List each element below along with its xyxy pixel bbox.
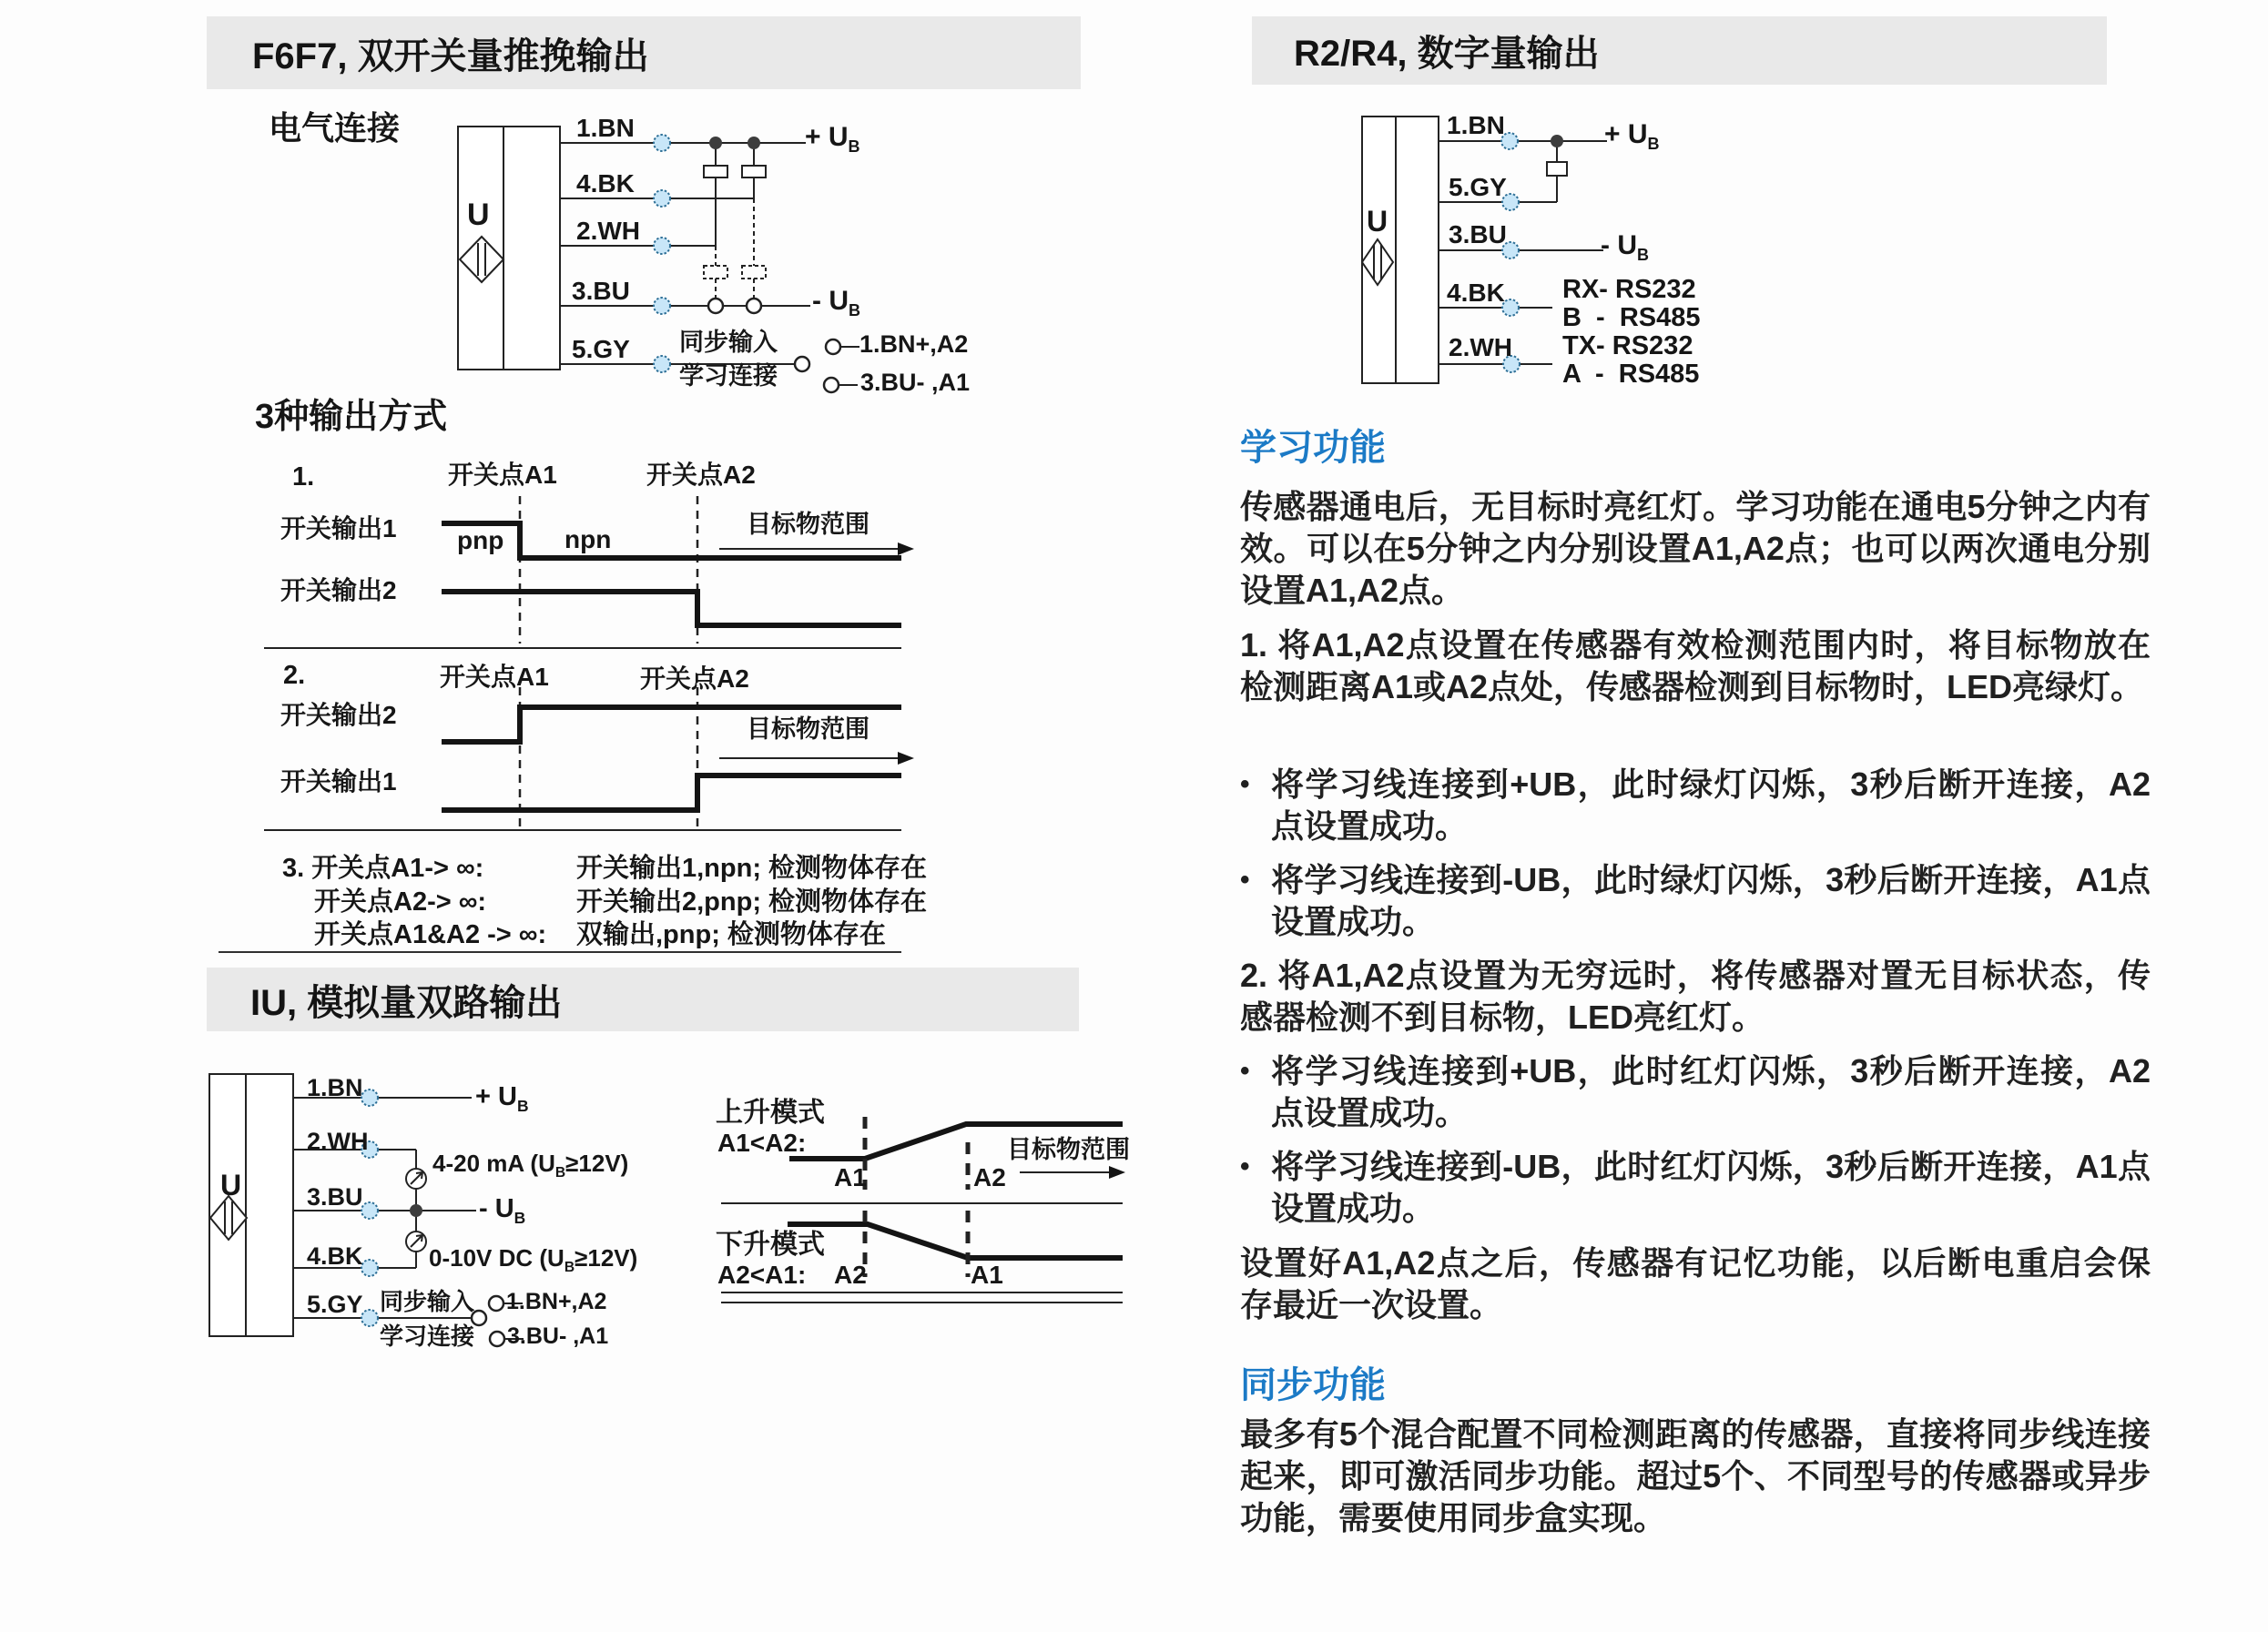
wire-label-4bk: 4.BK xyxy=(576,169,635,198)
stub-label-a2: 1.BN+,A2 xyxy=(859,330,969,358)
wire-label-4bk: 4.BK xyxy=(307,1242,363,1270)
learn-bullet-4 xyxy=(1240,1146,2151,1230)
wire-label-5gy: 5.GY xyxy=(572,335,630,363)
mode3-row1 xyxy=(282,847,927,885)
bullet-icon: • xyxy=(1240,769,1250,799)
learn-bullet-4-text: 将学习线连接到-UB，此时红灯闪烁，3秒后断开连接，A1点设置成功。 xyxy=(1271,1148,2151,1227)
sensor-symbol xyxy=(1362,117,1439,383)
section-header-f6f7-label: F6F7, 双开关量推挽输出 xyxy=(252,35,649,76)
section-header-r2r4-label: R2/R4, 数字量输出 xyxy=(1294,34,1600,74)
tx-rs232-label: TX- RS232 xyxy=(1562,331,1693,360)
sensor-symbol xyxy=(209,1074,293,1336)
sync-input-label: 同步输入 xyxy=(679,329,778,356)
b-rs485-label: B - RS485 xyxy=(1562,303,1701,332)
target-range-label-2: 目标物范围 xyxy=(747,715,870,743)
mode3-row2 xyxy=(314,881,927,918)
learn-bullet-3-text: 将学习线连接到+UB，此时红灯闪烁，3秒后断开连接，A2点设置成功。 xyxy=(1271,1052,2151,1131)
stub-label-a2: 1.BN+,A2 xyxy=(506,1289,607,1314)
learn-paragraph-1: 传感器通电后，无目标时亮红灯。学习功能在通电5分钟之内有效。可以在5分钟之内分别设置A1,A2点；也可以两次通电分别设置A1,A2点。 xyxy=(1240,488,2151,609)
mode3-row1-result: 开关输出1,npn; 检测物体存在 xyxy=(576,854,928,883)
sync-paragraph-1: 最多有5个混合配置不同检测距离的传感器，直接将同步线连接起来，即可激活同步功能。超过5个、不同型号的传感器或异步功能，需要使用同步盒实现。 xyxy=(1240,1415,2151,1536)
wire-label-3bu: 3.BU xyxy=(572,277,630,305)
a-rs485-label: A - RS485 xyxy=(1562,360,1700,389)
sensor-u-label: U xyxy=(1367,205,1388,238)
sync-function-heading: 同步功能 xyxy=(1240,1365,1386,1405)
diagram1-number: 1. xyxy=(292,462,315,492)
mode3-row3 xyxy=(314,914,886,951)
divider-line xyxy=(219,951,901,953)
learn-bullet-3 xyxy=(1240,1050,2151,1134)
output1-label: 开关输出1 xyxy=(280,514,397,542)
ub-plus-label: + $U_B$ xyxy=(475,1082,529,1115)
wire-label-5gy: 5.GY xyxy=(307,1291,363,1318)
target-range-label-1: 目标物范围 xyxy=(747,511,870,538)
npn-label: npn xyxy=(564,525,612,553)
wire-label-3bu: 3.BU xyxy=(307,1183,363,1211)
current-meter-icon xyxy=(406,1169,426,1189)
target-range-label-3: 目标物范围 xyxy=(1007,1136,1130,1163)
mode3-row1-cond: 3. 开关点A1-> ∞: xyxy=(282,854,484,883)
wire-label-1bn: 1.BN xyxy=(307,1074,363,1101)
falling-mode-label: 下升模式 xyxy=(716,1230,825,1260)
ub-minus-label: - $U_B$ xyxy=(479,1194,526,1227)
dashed-loads xyxy=(704,198,766,300)
section-header-iu-label: IU, 模拟量双路输出 xyxy=(250,982,563,1023)
learn-paragraph-3: 2. 将A1,A2点设置为无穷远时，将传感器对置无目标状态，传感器检测不到目标物，LED亮红灯。 xyxy=(1240,957,2151,1036)
mode3-row2-cond: 开关点A2-> ∞: xyxy=(314,887,487,917)
wire-label-4bk: 4.BK xyxy=(1447,279,1505,307)
wire-label-1bn: 1.BN xyxy=(1447,111,1505,139)
pnp-label: pnp xyxy=(457,526,504,554)
rx-rs232-label: RX- RS232 xyxy=(1562,275,1696,304)
sensor-u-label: U xyxy=(467,198,490,232)
bullet-icon: • xyxy=(1240,865,1250,895)
load-resistors xyxy=(704,166,766,177)
stub-label-a1: 3.BU- ,A1 xyxy=(507,1323,609,1349)
ub-plus-label: + $U_B$ xyxy=(805,122,860,156)
wire-label-2wh: 2.WH xyxy=(1449,333,1512,361)
switch-point-a2-label-2: 开关点A2 xyxy=(640,664,749,693)
rising-a1-label: A1 xyxy=(834,1163,867,1191)
learn-bullet-2 xyxy=(1240,859,2151,943)
junction-node xyxy=(410,1204,422,1217)
falling-condition-label: A2<A1: xyxy=(717,1261,807,1289)
mode3-row3-cond: 开关点A1&A2 -> ∞: xyxy=(314,920,547,949)
learn-bullet-2-text: 将学习线连接到-UB，此时绿灯闪烁，3秒后断开连接，A1点设置成功。 xyxy=(1271,861,2151,940)
diagram2-number: 2. xyxy=(283,661,306,690)
bullet-icon: • xyxy=(1240,1151,1250,1181)
switch-point-a1-label-2: 开关点A1 xyxy=(440,663,549,691)
learn-bullet-1 xyxy=(1240,764,2151,847)
section-header-r2r4 xyxy=(1252,16,2107,85)
junction-node xyxy=(1551,135,1563,147)
output1-label-2: 开关输出1 xyxy=(280,767,397,796)
sensor-symbol xyxy=(458,127,560,370)
wire-label-3bu: 3.BU xyxy=(1449,220,1507,248)
wire-label-2wh: 2.WH xyxy=(307,1128,369,1155)
rising-mode-label: 上升模式 xyxy=(716,1098,825,1128)
teach-connect-label: 学习连接 xyxy=(679,362,778,390)
bullet-icon: • xyxy=(1240,1056,1250,1086)
wire-label-1bn: 1.BN xyxy=(576,114,635,142)
stub-label-a1: 3.BU- ,A1 xyxy=(860,369,971,396)
wire-label-2wh: 2.WH xyxy=(576,217,640,245)
sensor-u-label: U xyxy=(220,1169,242,1201)
wire-label-5gy: 5.GY xyxy=(1449,173,1507,201)
rising-condition-label: A1<A2: xyxy=(717,1129,807,1157)
ub-minus-label: - $U_B$ xyxy=(1601,230,1649,264)
current-output-label: 4-20 mA $(U_B\ge 12V)$ xyxy=(432,1150,629,1181)
learn-paragraph-2: 1. 将A1,A2点设置在传感器有效检测范围内时，将目标物放在检测距离A1或A2点处，传感器检测到目标物时，LED亮绿灯。 xyxy=(1240,626,2151,705)
mode3-row3-result: 双输出,pnp; 检测物体存在 xyxy=(576,920,886,949)
switch-point-a1-label: 开关点A1 xyxy=(448,461,557,489)
rising-a2-label: A2 xyxy=(973,1163,1006,1191)
three-modes-title: 3种输出方式 xyxy=(255,398,448,436)
ub-minus-label: - $U_B$ xyxy=(812,286,860,319)
section-header-f6f7 xyxy=(207,16,1081,89)
pullup-resistor xyxy=(1547,162,1567,176)
teach-connect-label: 学习连接 xyxy=(380,1323,475,1350)
output2-label-2: 开关输出2 xyxy=(280,701,397,729)
falling-a2-label: A2 xyxy=(834,1261,867,1289)
learn-function-heading: 学习功能 xyxy=(1240,428,1386,468)
mode3-row2-result: 开关输出2,pnp; 检测物体存在 xyxy=(576,887,928,917)
learn-bullet-1-text: 将学习线连接到+UB，此时绿灯闪烁，3秒后断开连接，A2点设置成功。 xyxy=(1271,765,2151,845)
switch-point-a2-label: 开关点A2 xyxy=(646,461,756,489)
voltage-output-label: 0-10V DC $(U_B\ge 12V)$ xyxy=(429,1244,638,1276)
voltage-meter-icon xyxy=(406,1232,426,1252)
output2-label: 开关输出2 xyxy=(280,576,397,604)
sync-input-label: 同步输入 xyxy=(380,1288,475,1315)
learn-paragraph-4: 设置好A1,A2点之后，传感器有记忆功能，以后断电重启会保存最近一次设置。 xyxy=(1240,1244,2151,1323)
ub-plus-label: + $U_B$ xyxy=(1604,119,1660,153)
section-header-iu xyxy=(207,968,1079,1031)
falling-a1-label: A1 xyxy=(971,1261,1003,1289)
electrical-connection-label: 电气连接 xyxy=(269,109,401,147)
